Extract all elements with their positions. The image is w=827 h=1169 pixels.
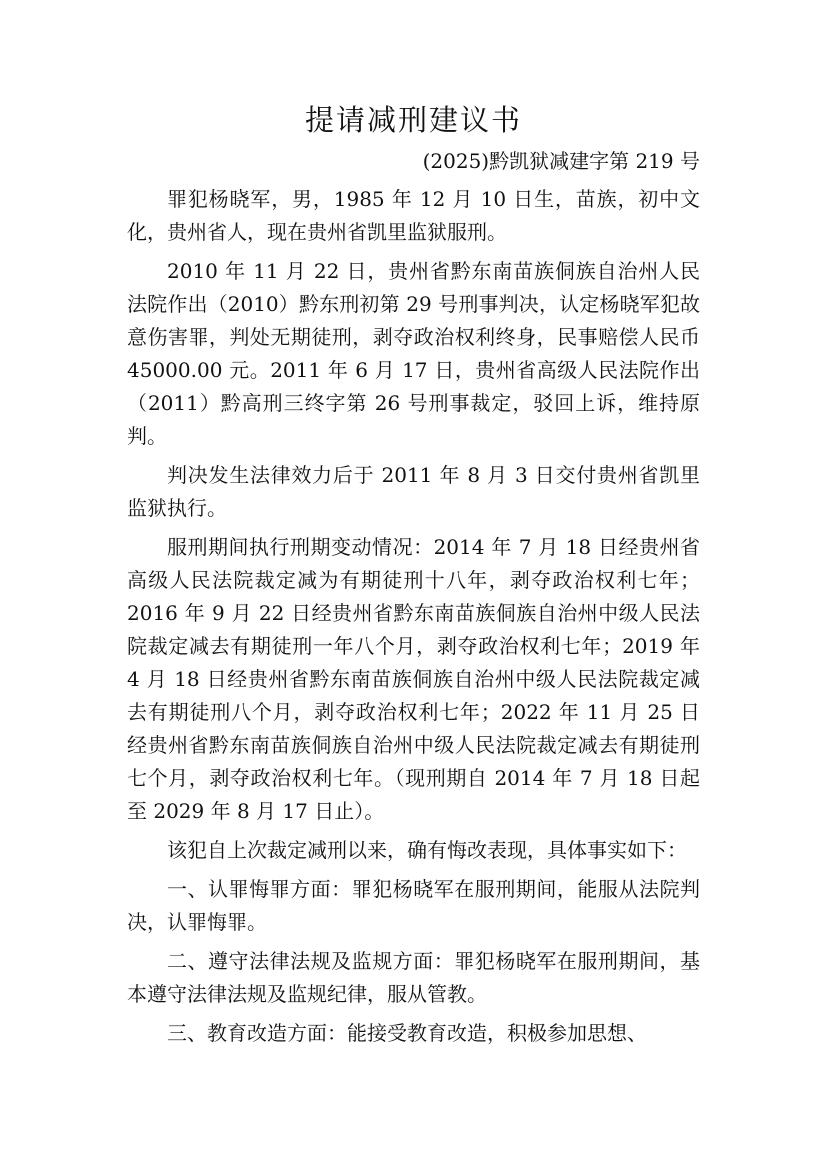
document-title: 提请减刑建议书	[304, 103, 522, 137]
paragraph-offender-info: 罪犯杨晓军，男，1985 年 12 月 10 日生，苗族，初中文化，贵州省人，现在贵州省凯里监狱服刑。	[127, 187, 700, 244]
paragraph-confession: 一、认罪悔罪方面：罪犯杨晓军在服刑期间，能服从法院判决，认罪悔罪。	[127, 877, 700, 934]
document-number: (2025)黔凯狱减建字第 219 号	[422, 149, 700, 173]
paragraph-education: 三、教育改造方面：能接受教育改造，积极参加思想、	[167, 1021, 647, 1045]
document-body	[127, 183, 700, 1056]
paragraph-repentance-intro: 该犯自上次裁定减刑以来，确有悔改表现，具体事实如下：	[167, 838, 687, 862]
paragraph-original-judgment: 2010 年 11 月 22 日，贵州省黔东南苗族侗族自治州人民法院作出（2010）黔东刑初第 29 号刑事判决，认定杨晓军犯故意伤害罪，判处无期徒刑，剥夺政治权利终身，民事赔偿人民币 45000.00 元。2011 年 6 月 17 日，贵州省高级人民法院作出（2011）黔高刑三终字第 26 号刑事裁定，驳回上诉，维持原判。	[127, 259, 700, 448]
paragraph-compliance: 二、遵守法律法规及监规方面：罪犯杨晓军在服刑期间，基本遵守法律法规及监规纪律，服从管教。	[127, 949, 700, 1006]
paragraph-execution: 判决发生法律效力后于 2011 年 8 月 3 日交付贵州省凯里监狱执行。	[127, 463, 700, 520]
paragraph-sentence-changes: 服刑期间执行刑期变动情况：2014 年 7 月 18 日经贵州省高级人民法院裁定减为有期徒刑十八年，剥夺政治权利七年；2016 年 9 月 22 日经贵州省黔东南苗族侗族自治州中级人民法院裁定减去有期徒刑一年八个月，剥夺政治权利七年；2019 年 4 月 18 日经贵州省黔东南苗族侗族自治州中级人民法院裁定减去有期徒刑八个月，剥夺政治权利七年；2022 年 11 月 25 日经贵州省黔东南苗族侗族自治州中级人民法院裁定减去有期徒刑七个月，剥夺政治权利七年。（现刑期自 2014 年 7 月 18 日起至 2029 年 8 月 17 日止）。	[127, 535, 700, 823]
